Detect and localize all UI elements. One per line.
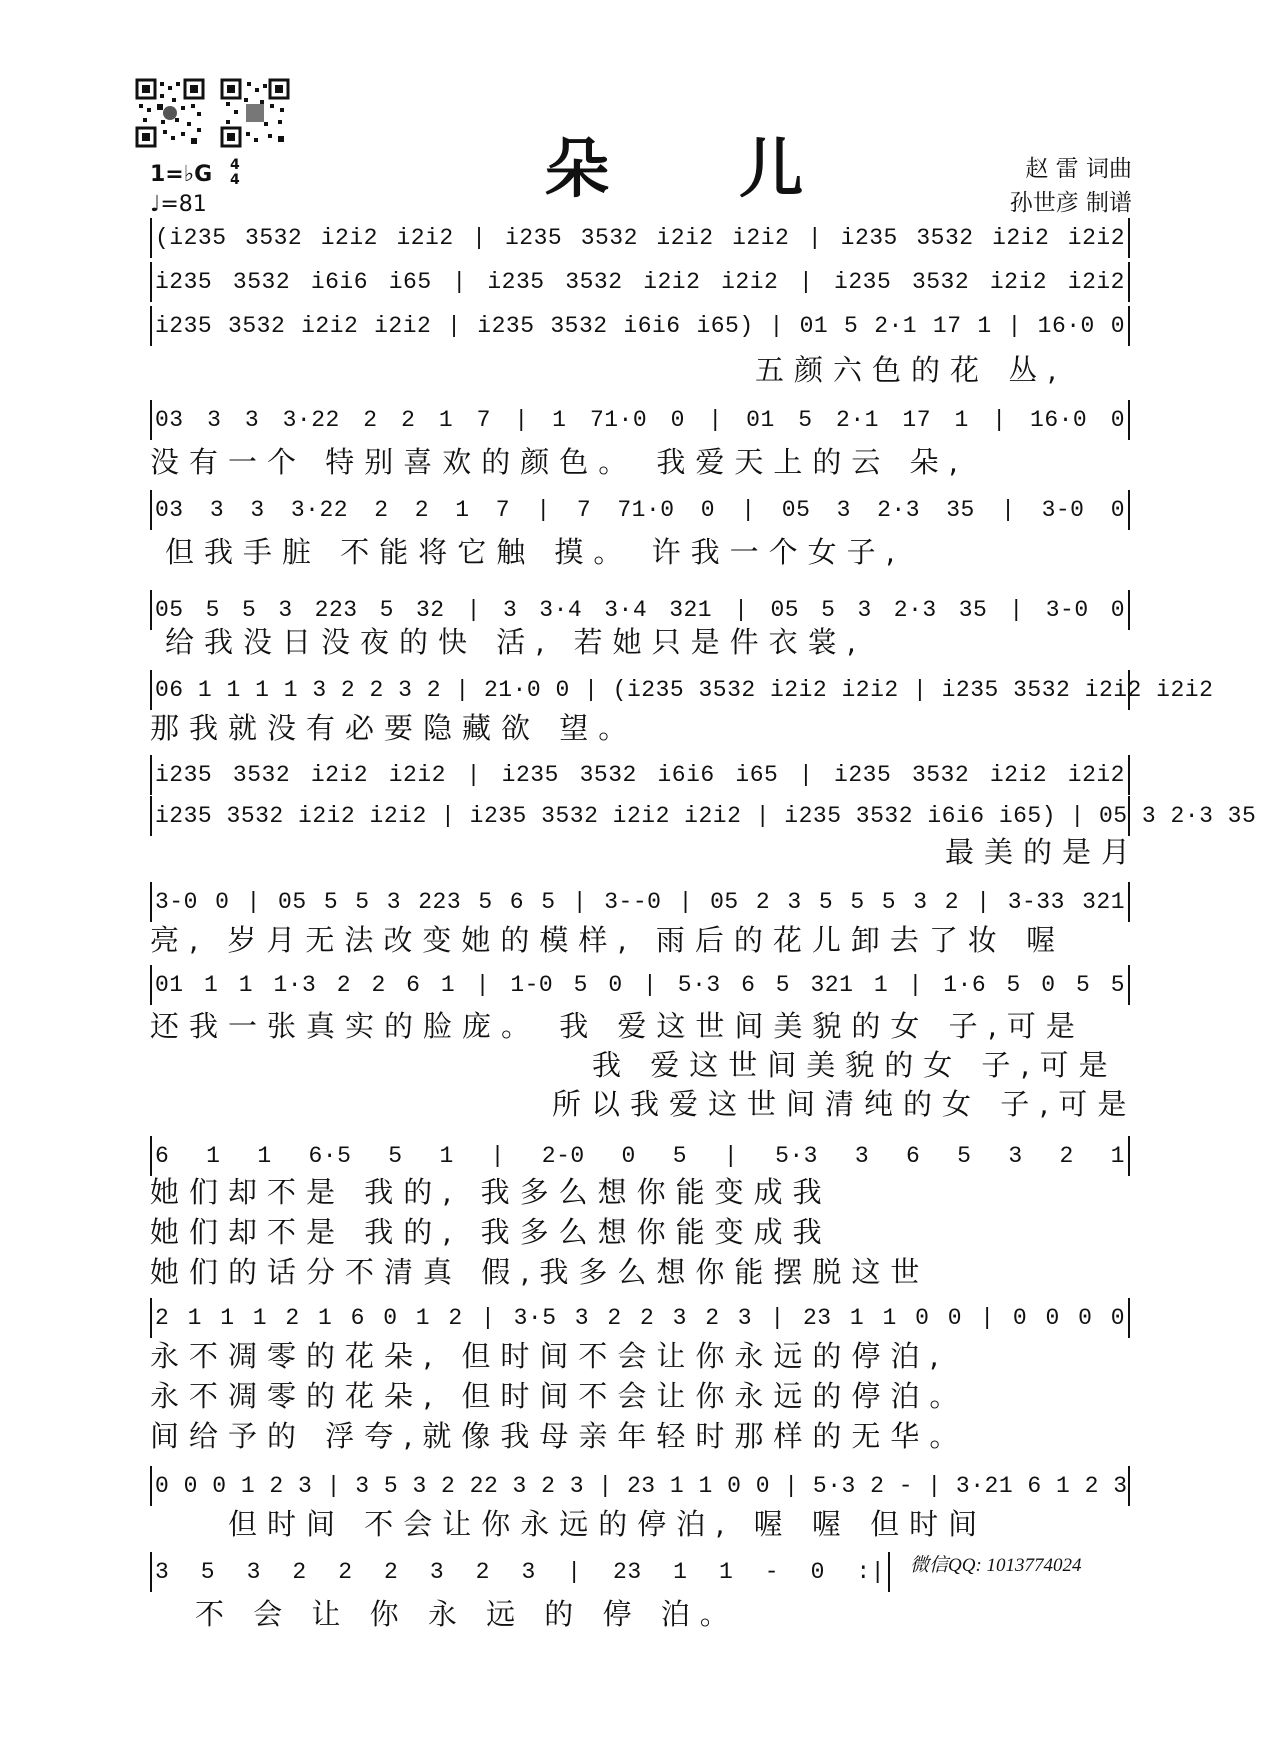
music-line: i235 3532 i6i6 i65 | i235 3532 i2i2 i2i2 | i235 3532 i2i2 i2i2 bbox=[150, 262, 1130, 302]
credit-score: 孙世彦 制谱 bbox=[1009, 190, 1132, 216]
lyric-line: 五颜六色的花 丛, bbox=[755, 353, 1067, 387]
lyric-line: 我 爱这世间美貌的女 子,可是 bbox=[592, 1048, 1118, 1082]
lyric-line: 那我就没有必要隐藏欲 望。 bbox=[150, 711, 638, 745]
lyric-line: 她们却不是 我的, 我多么想你能变成我 bbox=[150, 1215, 832, 1249]
music-line: 03 3 3 3·22 2 2 1 7 | 7 71·0 0 | 05 3 2·3 35 | 3-0 0 bbox=[150, 490, 1130, 530]
music-line: 3 5 3 2 2 2 3 2 3 | 23 1 1 - 0 :| bbox=[150, 1552, 890, 1592]
lyric-line: 还我一张真实的脸庞。 我 爱这世间美貌的女 子,可是 bbox=[150, 1009, 1085, 1043]
qr-code-right-icon bbox=[220, 78, 290, 148]
music-line: 0 0 0 1 2 3 | 3 5 3 2 22 3 2 3 | 23 1 1 0 0 | 5·3 2 - | 3·21 6 1 2 3 bbox=[150, 1466, 1130, 1506]
lyric-line: 没有一个 特别喜欢的颜色。 我爱天上的云 朵, bbox=[150, 445, 968, 479]
music-line: 01 1 1 1·3 2 2 6 1 | 1-0 5 0 | 5·3 6 5 321 1 | 1·6 5 0 5 5 bbox=[150, 965, 1130, 1005]
music-line: i235 3532 i2i2 i2i2 | i235 3532 i6i6 i65) | 01 5 2·1 17 1 | 16·0 0 bbox=[150, 306, 1130, 346]
lyric-line: 最美的是月 bbox=[945, 835, 1141, 869]
song-title: 朵 儿 bbox=[545, 132, 858, 207]
lyric-line: 所以我爱这世间清纯的女 子,可是 bbox=[552, 1087, 1137, 1121]
qr-code-left-icon bbox=[135, 78, 205, 148]
music-line: 06 1 1 1 1 3 2 2 3 2 | 21·0 0 | (i235 3532 i2i2 i2i2 | i235 3532 i2i2 i2i2 bbox=[150, 670, 1130, 710]
lyric-line: 给我没日没夜的快 活, 若她只是件衣裳, bbox=[165, 625, 866, 659]
credit-lyrics-music: 赵 雷 词曲 bbox=[1025, 156, 1132, 182]
music-line: i235 3532 i2i2 i2i2 | i235 3532 i2i2 i2i2 | i235 3532 i6i6 i65) | 05 3 2·3 35 bbox=[150, 796, 1130, 836]
lyric-line: 但时间 不会让你永远的停泊, 喔 喔 但时间 bbox=[228, 1507, 988, 1541]
lyric-line: 永不凋零的花朵, 但时间不会让你永远的停泊。 bbox=[150, 1379, 969, 1413]
key-signature: 1=♭G bbox=[150, 162, 213, 187]
lyric-line: 她们却不是 我的, 我多么想你能变成我 bbox=[150, 1175, 832, 1209]
lyric-line: 永不凋零的花朵, 但时间不会让你永远的停泊, bbox=[150, 1339, 949, 1373]
music-line: 2 1 1 1 2 1 6 0 1 2 | 3·5 3 2 2 3 2 3 | 23 1 1 0 0 | 0 0 0 0 bbox=[150, 1298, 1130, 1338]
wechat-contact: 微信QQ: 1013774024 bbox=[910, 1555, 1082, 1576]
lyric-line: 亮, 岁月无法改变她的模样, 雨后的花儿卸去了妆 喔 bbox=[150, 923, 1066, 957]
music-line: (i235 3532 i2i2 i2i2 | i235 3532 i2i2 i2i2 | i235 3532 i2i2 i2i2 bbox=[150, 218, 1130, 258]
music-line: 05 5 5 3 223 5 32 | 3 3·4 3·4 321 | 05 5 3 2·3 35 | 3-0 0 bbox=[150, 590, 1130, 630]
music-line: 6 1 1 6·5 5 1 | 2-0 0 5 | 5·3 3 6 5 3 2 1 bbox=[150, 1136, 1130, 1176]
time-signature bbox=[230, 158, 240, 188]
lyric-line: 但我手脏 不能将它触 摸。 许我一个女子, bbox=[165, 535, 905, 569]
lyric-line: 不 会 让 你 永 远 的 停 泊。 bbox=[195, 1597, 739, 1631]
music-line: 3-0 0 | 05 5 5 3 223 5 6 5 | 3--0 | 05 2 3 5 5 5 3 2 | 3-33 321 bbox=[150, 882, 1130, 922]
lyric-line: 间给予的 浮夸,就像我母亲年轻时那样的无华。 bbox=[150, 1419, 969, 1453]
meter-bottom: 4 bbox=[230, 172, 240, 188]
lyric-line: 她们的话分不清真 假,我多么想你能摆脱这世 bbox=[150, 1255, 930, 1289]
meter-top: 4 bbox=[230, 157, 240, 173]
music-line: 03 3 3 3·22 2 2 1 7 | 1 71·0 0 | 01 5 2·1 17 1 | 16·0 0 bbox=[150, 400, 1130, 440]
tempo-mark: ♩=81 bbox=[150, 192, 207, 217]
music-line: i235 3532 i2i2 i2i2 | i235 3532 i6i6 i65 | i235 3532 i2i2 i2i2 bbox=[150, 755, 1130, 795]
